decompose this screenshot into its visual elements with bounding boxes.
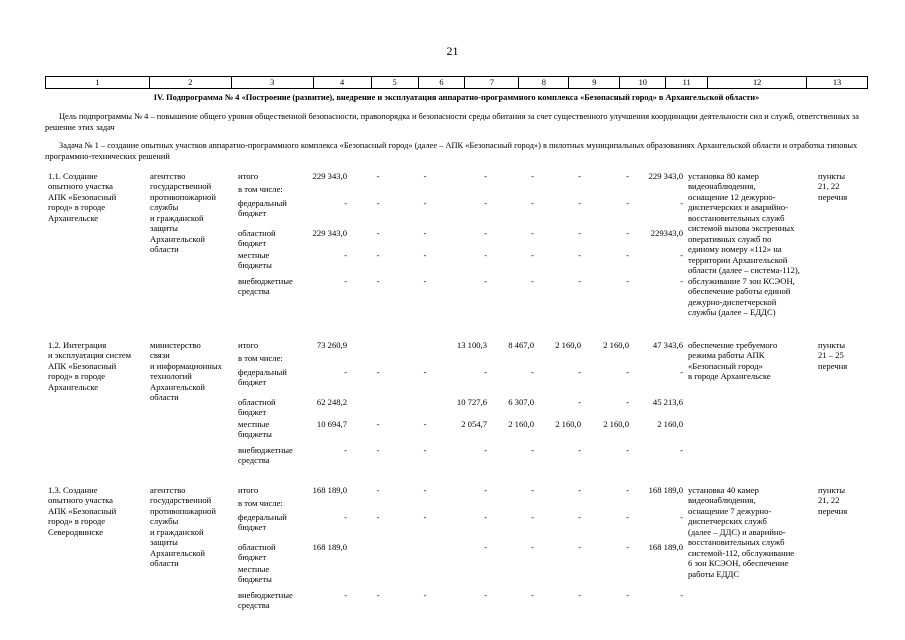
activity-name: 1.1. Создание опытного участка АПК «Безопасный город» в городе Архангельске xyxy=(48,171,117,223)
column-number: 2 xyxy=(150,77,232,88)
funding-value: 2 160,0 xyxy=(508,419,534,429)
funding-value: - xyxy=(484,228,487,238)
funding-value: - xyxy=(484,367,487,377)
funding-value: - xyxy=(626,397,629,407)
funding-value: 10 727,6 xyxy=(456,397,487,407)
funding-value: - xyxy=(531,512,534,522)
column-number: 11 xyxy=(666,77,708,88)
funding-value: - xyxy=(344,276,347,286)
column-number: 9 xyxy=(569,77,620,88)
funding-value: 62 248,2 xyxy=(316,397,347,407)
funding-value: - xyxy=(531,198,534,208)
funding-source-label: федеральный бюджет xyxy=(238,198,287,219)
column-number: 1 xyxy=(46,77,150,88)
executor: министерство связи и информационных технологий Архангельской области xyxy=(150,340,222,403)
funding-value: 168 189,0 xyxy=(312,485,347,495)
expected-result: установка 80 камер видеонаблюдения, оснащение 12 дежурно- диспетчерских и аварийно- восстановительных служб системой вызова экстренных оперативных служб по единому номеру «112» на территории Архангельской области (далее – система-112), обслуживание 7 зон КСЭОН, обеспечение работы единой дежурно-диспетчерской службы (далее – ЕДДС) xyxy=(688,171,800,318)
funding-value: 2 054,7 xyxy=(461,419,487,429)
funding-value: - xyxy=(376,590,380,600)
funding-source-label: итого xyxy=(238,171,259,181)
page-number: 21 xyxy=(446,44,459,58)
funding-value: - xyxy=(578,542,581,552)
funding-value: - xyxy=(578,198,581,208)
funding-value: - xyxy=(484,276,487,286)
funding-source-label: местные бюджеты xyxy=(238,250,272,271)
funding-value: - xyxy=(484,512,487,522)
funding-value: - xyxy=(531,367,534,377)
funding-value: - xyxy=(484,485,487,495)
section-title: IV. Подпрограмма № 4 «Построение (развитие), внедрение и эксплуатация аппаратно-программного комплекса «Безопасный город» в Архангельской области» xyxy=(153,93,760,102)
funding-value: - xyxy=(423,228,427,238)
funding-value: - xyxy=(578,250,581,260)
funding-value: - xyxy=(376,276,380,286)
funding-value: - xyxy=(344,198,347,208)
funding-value: - xyxy=(423,512,427,522)
funding-value: - xyxy=(626,198,629,208)
activity-name: 1.3. Создание опытного участка АПК «Безопасный город» в городе Северодвинске xyxy=(48,485,117,537)
funding-source-label: внебюджетные средства xyxy=(238,590,293,611)
funding-value: - xyxy=(376,485,380,495)
funding-value: 2 160,0 xyxy=(555,340,581,350)
funding-value: 229343,0 xyxy=(650,228,683,238)
goal-paragraph: Цель подпрограммы № 4 – повышение общего уровня общественной безопасности, правопорядка и безопасности среды обитания за счет существенного улучшения координации деятельности сил и служб, ответственных за решение этих задач xyxy=(45,112,859,132)
funding-value: - xyxy=(578,590,581,600)
activity-name: 1.2. Интеграция и эксплуатация систем АПК «Безопасный город» в городе Архангельске xyxy=(48,340,132,392)
funding-value: - xyxy=(531,445,534,455)
funding-value: 2 160,0 xyxy=(603,419,629,429)
funding-value: - xyxy=(680,512,683,522)
funding-source-label: внебюджетные средства xyxy=(238,276,293,297)
funding-value: - xyxy=(680,276,683,286)
funding-value: - xyxy=(376,171,380,181)
list-reference: пункты 21, 22 перечня xyxy=(818,171,848,202)
funding-value: - xyxy=(484,171,487,181)
column-number: 5 xyxy=(372,77,419,88)
funding-value: - xyxy=(484,198,487,208)
funding-value: - xyxy=(344,250,347,260)
funding-value: - xyxy=(531,276,534,286)
funding-value: 6 307,0 xyxy=(508,397,534,407)
funding-source-label: в том числе: xyxy=(238,184,283,194)
list-reference: пункты 21, 22 перечня xyxy=(818,485,848,516)
funding-value: - xyxy=(376,228,380,238)
table-column-numbers xyxy=(45,76,868,89)
funding-value: - xyxy=(626,228,629,238)
funding-value: - xyxy=(376,445,380,455)
column-number: 13 xyxy=(807,77,868,88)
funding-value: - xyxy=(484,590,487,600)
column-number: 4 xyxy=(314,77,372,88)
funding-value: - xyxy=(423,276,427,286)
funding-value: 47 343,6 xyxy=(652,340,683,350)
funding-value: - xyxy=(626,542,629,552)
funding-value: 229 343,0 xyxy=(648,171,683,181)
funding-value: - xyxy=(578,512,581,522)
funding-value: - xyxy=(531,590,534,600)
funding-value: - xyxy=(626,485,629,495)
funding-value: - xyxy=(626,445,629,455)
funding-value: - xyxy=(578,397,581,407)
executor: агентство государственной противопожарной службы и гражданской защиты Архангельской области xyxy=(150,171,216,255)
funding-value: 8 467,0 xyxy=(508,340,534,350)
funding-value: 45 213,6 xyxy=(652,397,683,407)
funding-source-label: областной бюджет xyxy=(238,542,276,563)
funding-value: 168 189,0 xyxy=(648,542,683,552)
funding-value: - xyxy=(344,590,347,600)
funding-value: 73 260,9 xyxy=(316,340,347,350)
column-number: 7 xyxy=(465,77,519,88)
funding-value: 168 189,0 xyxy=(312,542,347,552)
funding-value: - xyxy=(578,485,581,495)
funding-value: - xyxy=(531,171,534,181)
funding-value: - xyxy=(423,367,427,377)
funding-value: - xyxy=(423,590,427,600)
funding-source-label: областной бюджет xyxy=(238,397,276,418)
funding-value: - xyxy=(423,485,427,495)
funding-value: - xyxy=(423,171,427,181)
funding-value: - xyxy=(531,542,534,552)
funding-value: - xyxy=(344,512,347,522)
funding-value: 10 694,7 xyxy=(316,419,347,429)
funding-value: - xyxy=(578,445,581,455)
funding-value: - xyxy=(626,367,629,377)
funding-value: 168 189,0 xyxy=(648,485,683,495)
funding-source-label: итого xyxy=(238,340,259,350)
funding-value: - xyxy=(626,590,629,600)
funding-source-label: итого xyxy=(238,485,259,495)
column-number: 3 xyxy=(232,77,314,88)
funding-value: 229 343,0 xyxy=(312,228,347,238)
funding-value: - xyxy=(626,171,629,181)
funding-value: - xyxy=(531,250,534,260)
funding-value: - xyxy=(626,276,629,286)
funding-value: - xyxy=(680,250,683,260)
funding-source-label: местные бюджеты xyxy=(238,564,272,585)
column-number: 10 xyxy=(620,77,666,88)
funding-value: - xyxy=(423,445,427,455)
funding-value: - xyxy=(376,419,380,429)
funding-value: 13 100,3 xyxy=(456,340,487,350)
funding-source-label: внебюджетные средства xyxy=(238,445,293,466)
funding-value: 229 343,0 xyxy=(312,171,347,181)
funding-value: - xyxy=(578,228,581,238)
funding-value: - xyxy=(484,250,487,260)
funding-source-label: в том числе: xyxy=(238,498,283,508)
executor: агентство государственной противопожарной службы и гражданской защиты Архангельской области xyxy=(150,485,216,569)
column-number: 12 xyxy=(708,77,807,88)
funding-value: - xyxy=(344,445,347,455)
funding-source-label: федеральный бюджет xyxy=(238,512,287,533)
task-paragraph: Задача № 1 – создание опытных участков аппаратно-программного комплекса «Безопасный город» (далее – АПК «Безопасный город») в пилотных муниципальных образованиях Архангельской области и отработка типовых программно-технических решений xyxy=(45,141,858,161)
funding-value: 2 160,0 xyxy=(555,419,581,429)
funding-value: - xyxy=(484,445,487,455)
funding-value: 2 160,0 xyxy=(603,340,629,350)
funding-value: - xyxy=(376,512,380,522)
funding-value: - xyxy=(680,445,683,455)
funding-source-label: областной бюджет xyxy=(238,228,276,249)
funding-value: - xyxy=(578,367,581,377)
funding-source-label: в том числе: xyxy=(238,353,283,363)
list-reference: пункты 21 – 25 перечня xyxy=(818,340,848,371)
funding-value: - xyxy=(578,276,581,286)
funding-value: - xyxy=(423,419,427,429)
funding-value: - xyxy=(376,250,380,260)
funding-value: - xyxy=(376,367,380,377)
funding-source-label: местные бюджеты xyxy=(238,419,272,440)
funding-value: - xyxy=(531,228,534,238)
funding-value: - xyxy=(680,198,683,208)
column-number: 8 xyxy=(519,77,569,88)
funding-value: - xyxy=(423,198,427,208)
funding-value: - xyxy=(578,171,581,181)
funding-value: - xyxy=(531,485,534,495)
funding-value: - xyxy=(680,590,683,600)
funding-value: - xyxy=(376,198,380,208)
funding-value: - xyxy=(680,367,683,377)
funding-value: - xyxy=(484,542,487,552)
funding-source-label: федеральный бюджет xyxy=(238,367,287,388)
funding-value: - xyxy=(423,250,427,260)
expected-result: обеспечение требуемого режима работы АПК «Безопасный город» в городе Архангельске xyxy=(688,340,778,382)
expected-result: установка 40 камер видеонаблюдения, оснащение 7 дежурно- диспетчерских служб (далее – ДДС) и аварийно- восстановительных служб системой-112, обслуживание 6 зон КСЭОН, обеспечение работы ЕДДС xyxy=(688,485,795,579)
funding-value: 2 160,0 xyxy=(657,419,683,429)
funding-value: - xyxy=(626,512,629,522)
funding-value: - xyxy=(626,250,629,260)
funding-value: - xyxy=(344,367,347,377)
column-number: 6 xyxy=(419,77,466,88)
